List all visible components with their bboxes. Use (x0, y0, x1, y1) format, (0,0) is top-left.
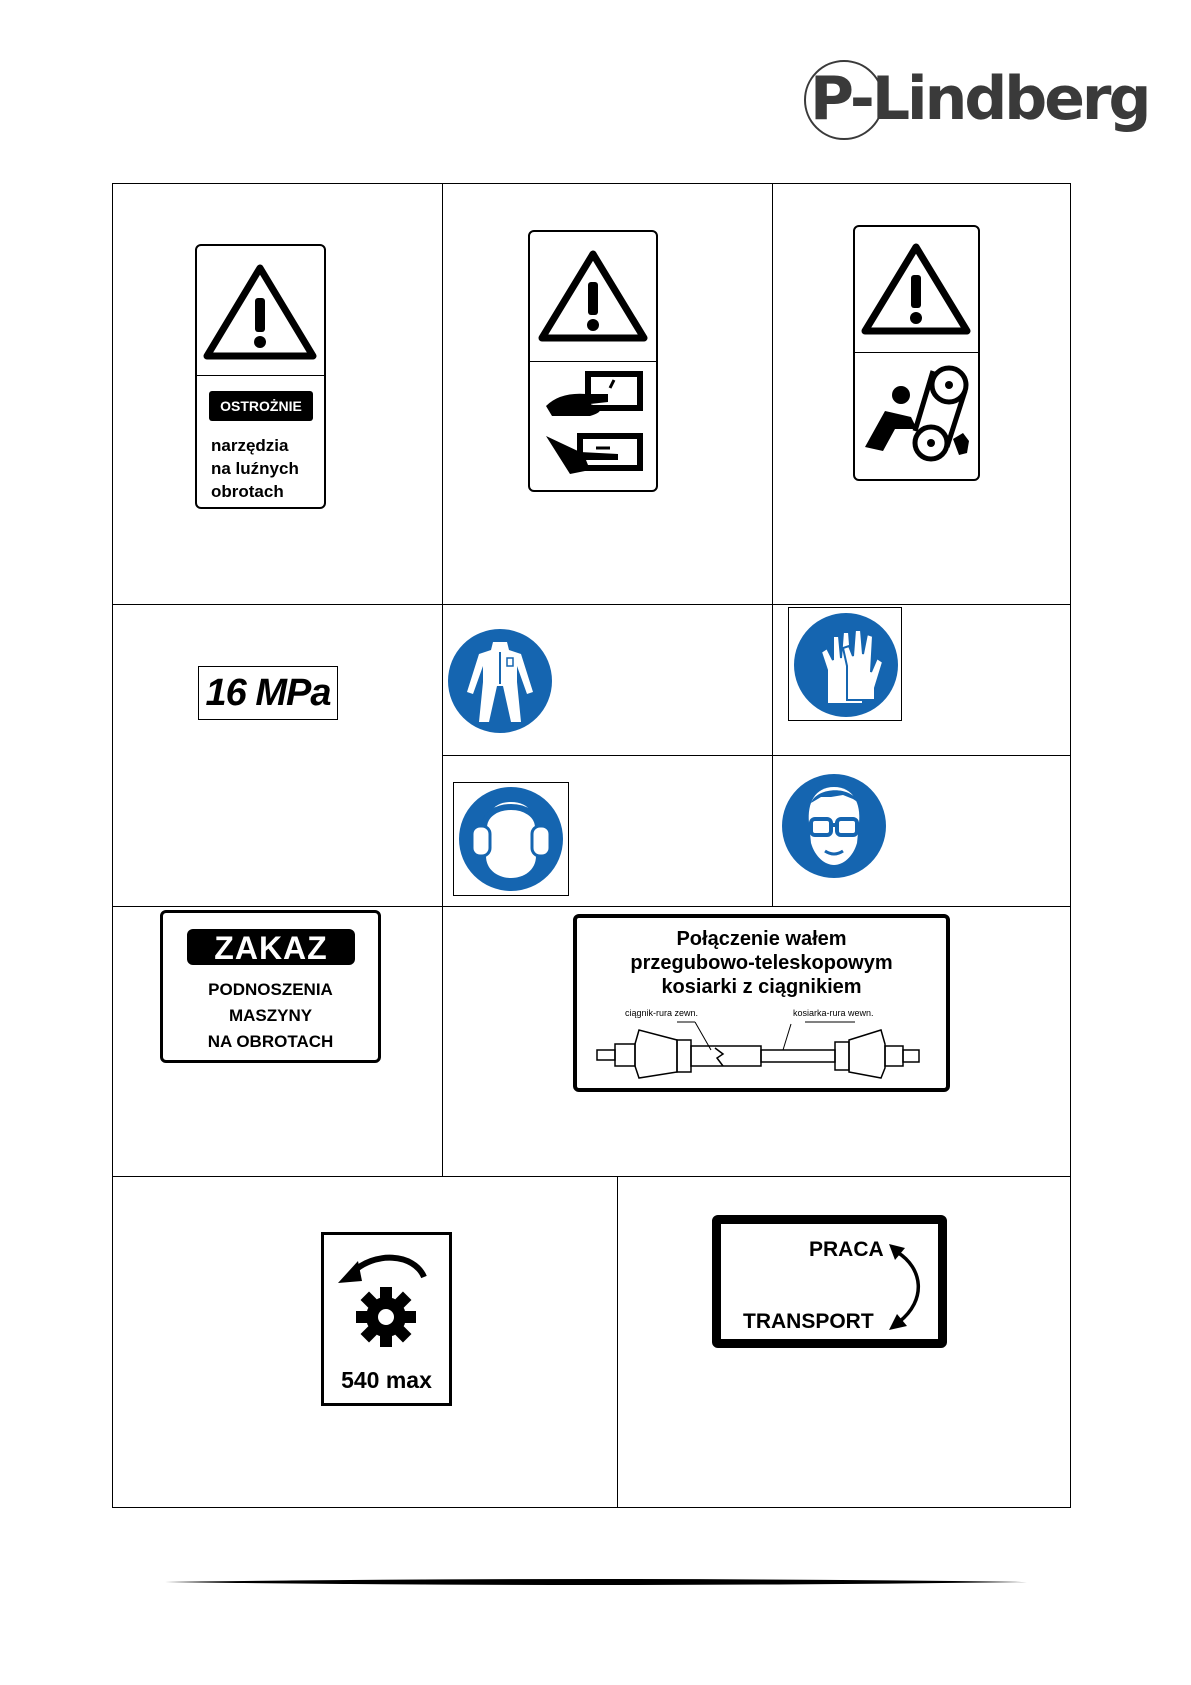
switch-arrow-icon (883, 1238, 933, 1334)
pto-shaft-diagram-icon (577, 1016, 946, 1088)
ear-protection-icon (458, 786, 564, 892)
warning-triangle-icon (530, 232, 656, 362)
pto-speed-sign (321, 1232, 452, 1406)
caution-line-3: obrotach (211, 482, 284, 501)
pto-title-2: przegubowo-teleskopowym (630, 952, 893, 974)
pressure-label (198, 666, 338, 720)
caution-line-1: narzędzia (211, 436, 289, 455)
company-logo (800, 58, 1149, 142)
work-label: PRACA (809, 1238, 884, 1261)
pto-title-3: kosiarki z ciągnikiem (661, 976, 862, 998)
warning-triangle-icon (855, 227, 978, 353)
pto-label-tractor: ciągnik-rura zewn. (625, 1008, 699, 1018)
warning-triangle-icon (197, 246, 324, 376)
work-transport-sign (712, 1215, 947, 1348)
logo-text: P-Lindberg (810, 64, 1149, 134)
table-cell (112, 604, 443, 907)
pto-label-mower: kosiarka-rura wewn. (793, 1008, 874, 1018)
protective-gloves-icon (793, 612, 899, 718)
hand-crush-warning-icon (530, 364, 656, 490)
pto-title-1: Połączenie wałem (676, 928, 847, 950)
transport-label: TRANSPORT (743, 1310, 874, 1333)
caution-line-2: na luźnych (211, 459, 299, 478)
eye-protection-icon (781, 773, 887, 879)
footer-divider (165, 1578, 1027, 1586)
hand-crush-warning-sign (528, 230, 658, 492)
belt-entanglement-warning-icon (855, 355, 978, 479)
pressure-value: 16 MPa (205, 672, 331, 714)
pto-shaft-sign (573, 914, 950, 1092)
no-lift-sign (160, 910, 381, 1063)
no-lift-line-1: PODNOSZENIA (208, 980, 333, 999)
no-lift-heading: ZAKAZ (187, 929, 355, 965)
protective-clothing-icon (447, 628, 553, 734)
pto-speed-label: 540 max (341, 1367, 432, 1393)
caution-tools-sign (195, 244, 326, 509)
no-lift-line-3: NA OBROTACH (207, 1032, 334, 1051)
no-lift-line-2: MASZYNY (228, 1006, 313, 1025)
rotation-direction-gear-icon (324, 1235, 449, 1365)
caution-heading: OSTROŻNIE (209, 391, 313, 421)
belt-entanglement-warning-sign (853, 225, 980, 481)
